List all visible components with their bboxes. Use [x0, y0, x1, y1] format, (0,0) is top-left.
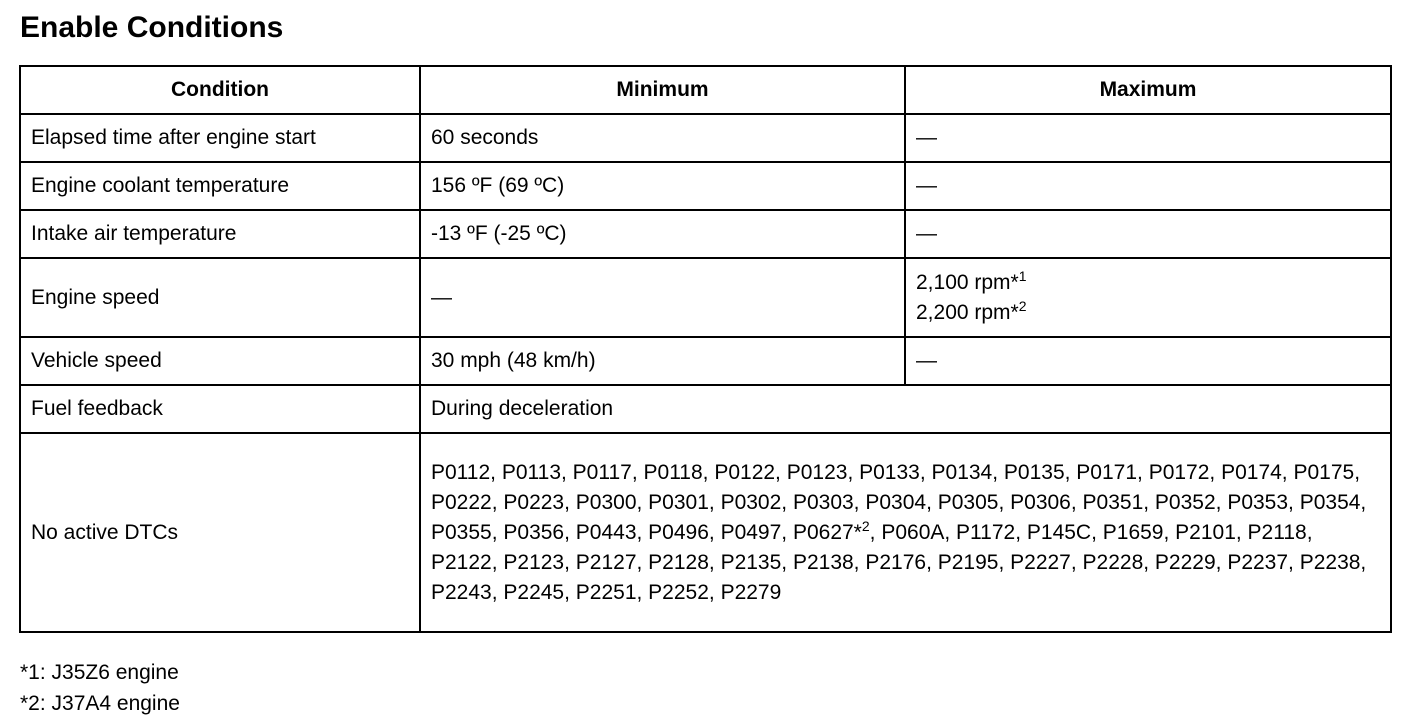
condition-cell: Engine coolant temperature	[20, 162, 420, 210]
engine-speed-max-j37a4	[916, 298, 1380, 328]
footnote-2: *2: J37A4 engine	[20, 692, 180, 715]
condition-cell: Vehicle speed	[20, 337, 420, 385]
minimum-cell: —	[420, 258, 905, 337]
condition-cell: Elapsed time after engine start	[20, 114, 420, 162]
table-row	[20, 210, 1391, 258]
minimum-cell: 156 ºF (69 ºC)	[420, 162, 905, 210]
minimum-cell: -13 ºF (-25 ºC)	[420, 210, 905, 258]
table-header-row	[20, 66, 1391, 114]
maximum-cell: —	[905, 114, 1391, 162]
rpm-value: 2,200 rpm*	[916, 300, 1019, 324]
condition-cell: Fuel feedback	[20, 385, 420, 433]
enable-conditions-table	[19, 65, 1392, 633]
maximum-cell: —	[905, 210, 1391, 258]
value-cell: During deceleration	[420, 385, 1391, 433]
dtc-codes-part-2: , P060A, P1172, P145C, P1659, P2101, P2118, P2122, P2123, P2127, P2128, P2135, P2138, P2176, P2195, P2227, P2228, P2229, P2237, P2238, P2243, P2245, P2251, P2252, P2279	[431, 520, 1367, 604]
condition-cell: Engine speed	[20, 258, 420, 337]
footnote-ref: 2	[861, 517, 870, 534]
dtc-list	[431, 458, 1380, 608]
header-minimum: Minimum	[420, 66, 905, 114]
table-row	[20, 337, 1391, 385]
header-maximum: Maximum	[905, 66, 1391, 114]
footnote-1: *1: J35Z6 engine	[20, 661, 179, 684]
minimum-cell: 60 seconds	[420, 114, 905, 162]
table-row	[20, 258, 1391, 337]
maximum-cell	[905, 258, 1391, 337]
minimum-cell: 30 mph (48 km/h)	[420, 337, 905, 385]
dtc-cell	[420, 433, 1391, 632]
table-row	[20, 385, 1391, 433]
rpm-value: 2,100 rpm*	[916, 270, 1019, 294]
table-row	[20, 114, 1391, 162]
table-row	[20, 162, 1391, 210]
condition-cell: Intake air temperature	[20, 210, 420, 258]
footnotes	[20, 657, 180, 719]
maximum-cell: —	[905, 162, 1391, 210]
footnote-ref: 1	[1018, 267, 1027, 284]
dtc-codes-part-1: P0112, P0113, P0117, P0118, P0122, P0123, P0133, P0134, P0135, P0171, P0172, P0174, P0175, P0222, P0223, P0300, P0301, P0302, P0303, P0304, P0305, P0306, P0351, P0352, P0353, P0354, P0355, P0356, P0443, P0496, P0497, P0627*	[431, 460, 1367, 544]
condition-cell: No active DTCs	[20, 433, 420, 632]
footnote-ref: 2	[1018, 297, 1027, 314]
maximum-cell: —	[905, 337, 1391, 385]
page-title: Enable Conditions	[20, 11, 284, 44]
table-row	[20, 433, 1391, 632]
header-condition: Condition	[20, 66, 420, 114]
engine-speed-max-j35z6	[916, 268, 1380, 298]
